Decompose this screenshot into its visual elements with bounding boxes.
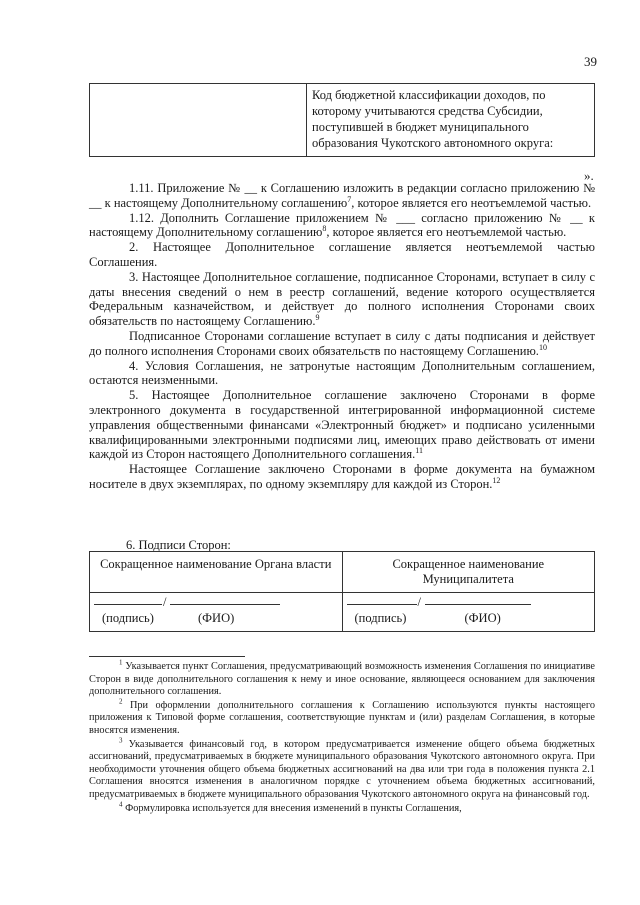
paragraph-3: 3. Настоящее Дополнительное соглашение, подписанное Сторонами, вступает в силу с даты внесения сведений о нем в реестр соглашений, ведение которого осуществляется Федеральным казначейством, и действует до полного исполнения Сторонами своих обязательств по настоящему Соглашению.$^9$ (89, 269, 595, 329)
paragraph-5: 5. Настоящее Дополнительное соглашение заключено Сторонами в форме электронного документа в государственной интегрированной информационной системе управления общественными финансами «Электронный бюджет» и подписано усиленными квалифицированными электронными подписями лиц, имеющих право действовать от имени каждой из Сторон настоящего Дополнительного соглашения.$^{11}$ (89, 388, 595, 462)
fio-label: (ФИО) (198, 611, 235, 625)
slash: / (163, 595, 167, 609)
authority-name-header: Сокращенное наименование Органа власти (90, 552, 343, 593)
footnote-ref: 10 (538, 342, 547, 352)
agreement-body (89, 181, 595, 492)
municipality-signature-cell (342, 593, 595, 632)
paragraph-1-11: 1.11. Приложение № __ к Соглашению изложить в редакции согласно приложению № __ к настоящему Дополнительному соглашению$^7$, которое является его неотъемлемой частью. (89, 181, 595, 210)
footnote-separator (89, 656, 245, 657)
footnote-2: $^2$ При оформлении дополнительного соглашения к Соглашению используются пункты настоящего приложения к Типовой форме соглашения, соответствующие пунктам и (или) разделам Соглашения, в которые вносятся изменения. (89, 697, 595, 736)
slash: / (417, 595, 421, 609)
paragraph-paper-copies: Настоящее Соглашение заключено Сторонами в форме документа на бумажном носителе в двух экземплярах, по одному экземпляру для каждой из Сторон.$^{12}$ (89, 462, 595, 491)
footnote-ref: 7 (347, 194, 352, 204)
name-line (170, 604, 280, 605)
signature-label: (подпись) (354, 611, 407, 625)
paragraph-2: 2. Настоящее Дополнительное соглашение является неотъемлемой частью Соглашения. (89, 240, 595, 269)
footnote-4: $^4$ Формулировка используется для внесения изменений в пункты Соглашения, (119, 800, 462, 814)
municipality-name-header: Сокращенное наименование Муниципалитета (342, 552, 595, 593)
budget-code-cell: Код бюджетной классификации доходов, по которому учитываются средства Субсидии, поступившей в бюджет муниципального образования Чукотского автономного округа: (307, 84, 595, 157)
name-line (425, 604, 531, 605)
footnotes (89, 658, 596, 816)
footnote-ref: 11 (415, 446, 423, 456)
footnote-ref: 9 (315, 313, 320, 323)
authority-signature-cell (90, 593, 343, 632)
signature-label: (подпись) (102, 611, 154, 625)
signature-line (94, 604, 162, 605)
signatures-table (89, 551, 595, 632)
footnote-1: $^1$ Указывается пункт Соглашения, предусматривающий возможность изменения Соглашения по инициативе Сторон в виде дополнительного соглашения к нему и иное основание, являющееся основанием для заключения дополнительного соглашения. (89, 658, 595, 698)
fio-label: (ФИО) (464, 611, 501, 625)
closing-quote: ». (584, 168, 594, 183)
footnote-ref: 12 (492, 475, 501, 485)
footnote-ref: 8 (322, 224, 327, 234)
footnote-3: $^3$ Указывается финансовый год, в котором предусматривается изменение общего объема бюджетных ассигнований, предусматриваемых в бюджете муниципального образования Чукотского автономного округа. При необходимости уточнения общего объема бюджетных ассигнований на два или три года в положения пункта 2.1 Соглашения вносятся изменения в аналогичном порядке с уточнением объема бюджетных ассигнований, предусматриваемых в бюджете муниципального образования Чукотского автономного округа на финансовый год. (89, 736, 596, 800)
empty-cell (90, 84, 307, 157)
budget-code-table (89, 83, 595, 157)
paragraph-signed-effective: Подписанное Сторонами соглашение вступает в силу с даты подписания и действует до полного исполнения Сторонами своих обязательств по настоящему Соглашению.$^{10}$ (89, 328, 595, 358)
page-number: 39 (584, 54, 597, 69)
signatures-heading: 6. Подписи Сторон: (126, 538, 231, 552)
signature-line (347, 604, 417, 605)
paragraph-1-12: 1.12. Дополнить Соглашение приложением № ___ согласно приложению № __ к настоящему Дополнительному соглашению$^8$, которое является его неотъемлемой частью. (89, 210, 595, 240)
paragraph-4: 4. Условия Соглашения, не затронутые настоящим Дополнительным соглашением, остаются неизменными. (89, 358, 595, 388)
